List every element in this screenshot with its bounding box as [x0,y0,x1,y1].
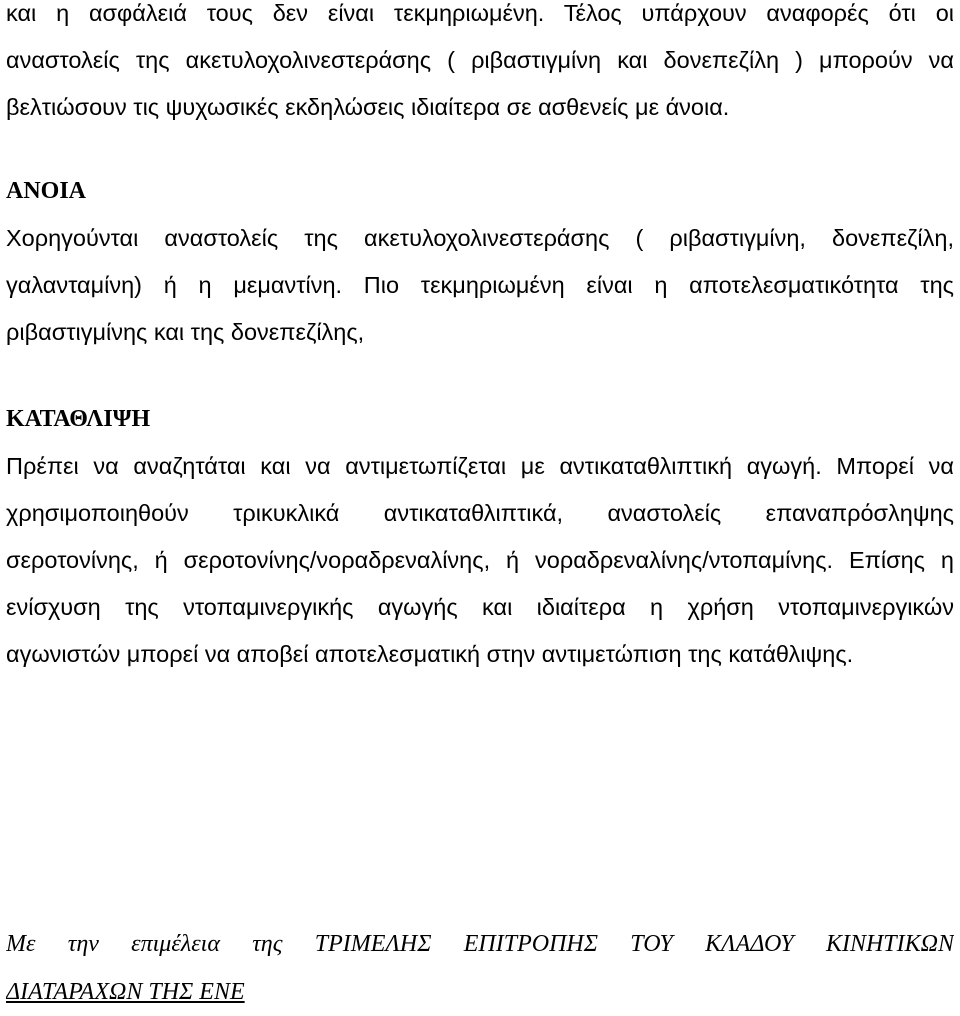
editor-credit-line: ΔΙΑΤΑΡΑΧΩΝ ΤΗΣ ΕΝΕ [6,979,245,1005]
paragraph-line: ριβαστιγμίνης και της δονεπεζίλης, [6,319,365,345]
paragraph-line: ενίσχυση της ντοπαμινεργικής αγωγής και ιδιαίτερα η χρήση ντοπαμινεργικών [6,594,954,620]
dementia-section [6,168,954,356]
section-heading-depression: ΚΑΤΑΘΛΙΨΗ [6,406,151,432]
paragraph-line: χρησιμοποιηθούν τρικυκλικά αντικαταθλιπτικά, αναστολείς επαναπρόσληψης [6,500,954,526]
paragraph-line: γαλανταμίνη) ή η μεμαντίνη. Πιο τεκμηριωμένη είναι η αποτελεσματικότητα της [6,272,954,298]
intro-paragraph [6,0,954,131]
depression-section [6,396,954,678]
editor-credit-line: Με την επιμέλεια της ΤΡΙΜΕΛΗΣ ΕΠΙΤΡΟΠΗΣ ΤΟΥ ΚΛΑΔΟΥ ΚΙΝΗΤΙΚΩΝ [6,931,954,957]
paragraph-line: Χορηγούνται αναστολείς της ακετυλοχολινεστεράσης ( ριβαστιγμίνη, δονεπεζίλη, [6,225,954,251]
paragraph-line: Πρέπει να αναζητάται και να αντιμετωπίζεται με αντικαταθλιπτική αγωγή. Μπορεί να [6,453,954,479]
paragraph-line: αγωνιστών μπορεί να αποβεί αποτελεσματική στην αντιμετώπιση της κατάθλιψης. [6,641,854,667]
section-heading-dementia: ΑΝΟΙΑ [6,178,87,204]
editor-credit [6,920,954,1016]
paragraph-line: βελτιώσουν τις ψυχωσικές εκδηλώσεις ιδιαίτερα σε ασθενείς με άνοια. [6,94,730,120]
paragraph-line: και η ασφάλειά τους δεν είναι τεκμηριωμένη. Τέλος υπάρχουν αναφορές ότι οι [6,0,954,26]
paragraph-line: σεροτονίνης, ή σεροτονίνης/νοραδρεναλίνης, ή νοραδρεναλίνης/ντοπαμίνης. Επίσης η [6,547,954,573]
paragraph-line: αναστολείς της ακετυλοχολινεστεράσης ( ριβαστιγμίνη και δονεπεζίλη ) μπορούν να [6,47,954,73]
